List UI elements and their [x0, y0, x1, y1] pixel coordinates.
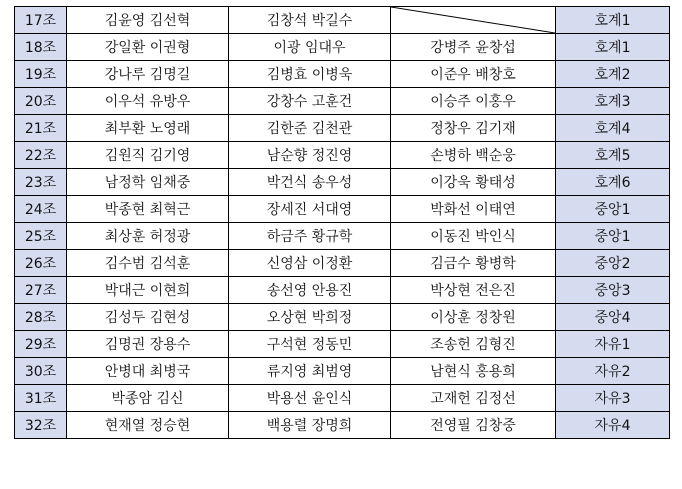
team-member-cell: 박화선 이태연 — [391, 196, 556, 223]
team-member-cell: 김금수 황병학 — [391, 250, 556, 277]
group-number-cell: 31조 — [15, 385, 67, 412]
team-member-cell: 현재열 정승현 — [67, 412, 229, 439]
group-number-cell: 28조 — [15, 304, 67, 331]
team-member-cell: 남현식 홍용희 — [391, 358, 556, 385]
team-member-cell: 박종암 김신 — [67, 385, 229, 412]
team-member-cell: 김성두 김현성 — [67, 304, 229, 331]
team-member-cell: 이광 임대우 — [229, 34, 391, 61]
team-member-cell: 손병하 백순웅 — [391, 142, 556, 169]
team-member-cell: 김원직 김기영 — [67, 142, 229, 169]
table-row — [15, 34, 670, 61]
table-row — [15, 331, 670, 358]
table-row — [15, 88, 670, 115]
diagonal-line — [391, 7, 555, 33]
team-member-cell: 류지영 최범영 — [229, 358, 391, 385]
team-member-cell: 조송헌 김형진 — [391, 331, 556, 358]
group-number-cell: 27조 — [15, 277, 67, 304]
team-member-cell: 박상현 전은진 — [391, 277, 556, 304]
team-member-cell: 박용선 윤인식 — [229, 385, 391, 412]
location-cell: 자유1 — [556, 331, 670, 358]
team-member-cell: 신영삼 이정환 — [229, 250, 391, 277]
group-number-cell: 26조 — [15, 250, 67, 277]
group-number-cell: 30조 — [15, 358, 67, 385]
team-member-cell: 전영필 김창중 — [391, 412, 556, 439]
table-row — [15, 169, 670, 196]
location-cell: 호계1 — [556, 34, 670, 61]
team-member-cell: 오상현 박희정 — [229, 304, 391, 331]
team-member-cell: 김명권 장용수 — [67, 331, 229, 358]
team-member-cell: 남순향 정진영 — [229, 142, 391, 169]
team-member-cell: 김병효 이병욱 — [229, 61, 391, 88]
team-member-cell: 이우석 유방우 — [67, 88, 229, 115]
group-number-cell: 32조 — [15, 412, 67, 439]
location-cell: 호계4 — [556, 115, 670, 142]
team-member-cell: 고재헌 김정선 — [391, 385, 556, 412]
table-row — [15, 250, 670, 277]
location-cell: 자유2 — [556, 358, 670, 385]
group-number-cell: 23조 — [15, 169, 67, 196]
empty-slash-cell — [391, 7, 556, 34]
team-member-cell: 김한준 김천관 — [229, 115, 391, 142]
team-member-cell: 김수범 김석훈 — [67, 250, 229, 277]
team-member-cell: 김윤영 김선혁 — [67, 7, 229, 34]
group-number-cell: 24조 — [15, 196, 67, 223]
location-cell: 호계6 — [556, 169, 670, 196]
team-member-cell: 백용렬 장명희 — [229, 412, 391, 439]
team-member-cell: 이강욱 황태성 — [391, 169, 556, 196]
location-cell: 중앙2 — [556, 250, 670, 277]
team-member-cell: 강일환 이권형 — [67, 34, 229, 61]
location-cell: 호계2 — [556, 61, 670, 88]
group-number-cell: 29조 — [15, 331, 67, 358]
team-member-cell: 이동진 박인식 — [391, 223, 556, 250]
group-number-cell: 21조 — [15, 115, 67, 142]
table-row — [15, 61, 670, 88]
team-member-cell: 강창수 고훈건 — [229, 88, 391, 115]
group-number-cell: 18조 — [15, 34, 67, 61]
table-row — [15, 358, 670, 385]
location-cell: 호계3 — [556, 88, 670, 115]
group-number-cell: 17조 — [15, 7, 67, 34]
team-member-cell: 박건식 송우성 — [229, 169, 391, 196]
location-cell: 호계1 — [556, 7, 670, 34]
location-cell: 자유3 — [556, 385, 670, 412]
location-cell: 중앙3 — [556, 277, 670, 304]
location-cell: 자유4 — [556, 412, 670, 439]
team-member-cell: 강병주 윤창섭 — [391, 34, 556, 61]
table-row — [15, 277, 670, 304]
table-row — [15, 7, 670, 34]
team-member-cell: 강나루 김명길 — [67, 61, 229, 88]
group-number-cell: 25조 — [15, 223, 67, 250]
table-row — [15, 385, 670, 412]
team-member-cell: 남정학 임채중 — [67, 169, 229, 196]
location-cell: 중앙4 — [556, 304, 670, 331]
team-member-cell: 김창석 박길수 — [229, 7, 391, 34]
location-cell: 호계5 — [556, 142, 670, 169]
team-member-cell: 장세진 서대영 — [229, 196, 391, 223]
group-number-cell: 19조 — [15, 61, 67, 88]
location-cell: 중앙1 — [556, 196, 670, 223]
table-row — [15, 223, 670, 250]
location-cell: 중앙1 — [556, 223, 670, 250]
team-member-cell: 송선영 안용진 — [229, 277, 391, 304]
group-number-cell: 22조 — [15, 142, 67, 169]
team-member-cell: 최상훈 허정광 — [67, 223, 229, 250]
diagonal-slash — [391, 7, 555, 33]
team-member-cell: 이승주 이홍우 — [391, 88, 556, 115]
team-member-cell: 정창우 김기재 — [391, 115, 556, 142]
team-member-cell: 안병대 최병국 — [67, 358, 229, 385]
table-body — [15, 7, 670, 439]
group-assignment-table — [14, 6, 670, 439]
table-row — [15, 304, 670, 331]
table-row — [15, 196, 670, 223]
table-row — [15, 115, 670, 142]
table-row — [15, 412, 670, 439]
team-member-cell: 구석현 정동민 — [229, 331, 391, 358]
group-number-cell: 20조 — [15, 88, 67, 115]
team-member-cell: 박종현 최혁근 — [67, 196, 229, 223]
team-member-cell: 이상훈 정창원 — [391, 304, 556, 331]
team-member-cell: 하금주 황규학 — [229, 223, 391, 250]
table-row — [15, 142, 670, 169]
team-member-cell: 이준우 배창호 — [391, 61, 556, 88]
team-member-cell: 최부환 노영래 — [67, 115, 229, 142]
team-member-cell: 박대근 이현희 — [67, 277, 229, 304]
